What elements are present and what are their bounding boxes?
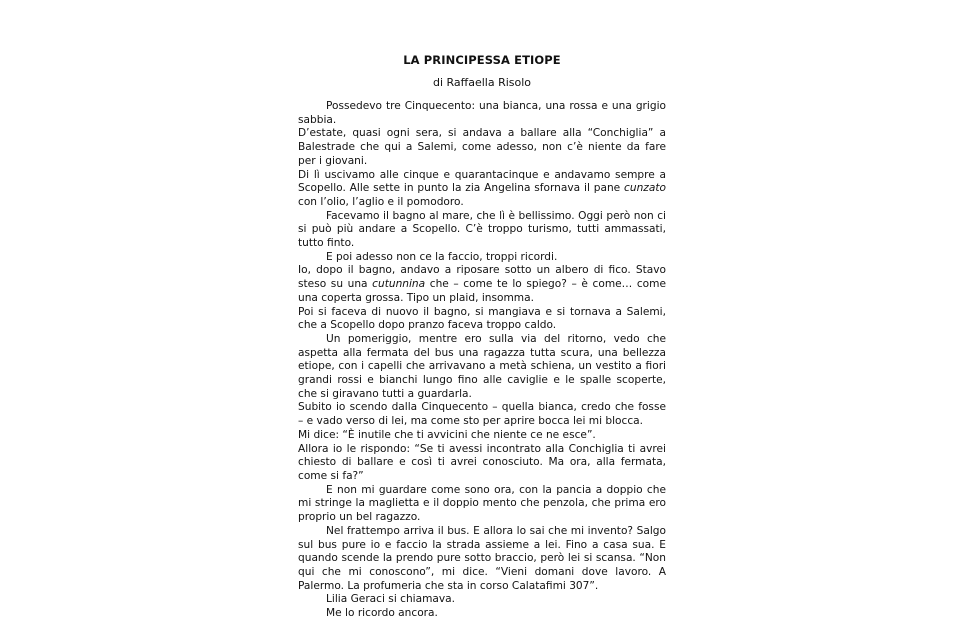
paragraph: E poi adesso non ce la faccio, troppi ricordi. (326, 250, 558, 263)
paragraph-text: che – come te lo spiego? – è come… come una coperta grossa. Tipo un plaid, insomma. (298, 278, 666, 304)
document-author: di Raffaella Risolo (432, 76, 532, 89)
paragraph-text: Di lì uscivamo alle cinque e quarantacinque e andavamo sempre a Scopello. Alle sette in punto la zia Angelina sfornava il pane (298, 168, 666, 195)
paragraph: Subito io scendo dalla Cinquecento – quella bianca, credo che fosse – e vado verso di lei, ma come sto per aprire bocca lei mi blocca. (298, 401, 666, 428)
paragraph: Facevamo il bagno al mare, che lì è bellissimo. Oggi però non ci si può più andare a Scopello. C’è troppo turismo, tutti ammassati, tutto finto. (298, 209, 666, 250)
paragraph (298, 264, 666, 305)
paragraph: Mi dice: “È inutile che ti avvicini che niente ce ne esce”. (298, 428, 596, 441)
paragraph: Possedevo tre Cinquecento: una bianca, una rossa e una grigio sabbia. (298, 100, 666, 126)
paragraph-text: con l’olio, l’aglio e il pomodoro. (298, 195, 464, 208)
paragraph: Allora io le rispondo: “Se ti avessi incontrato alla Conchiglia ti avrei chiesto di ballare e così ti avrei conosciuto. Ma ora, alla fermata, come si fa?” (298, 442, 666, 482)
paragraph: Nel frattempo arriva il bus. E allora lo sai che mi invento? Salgo sul bus pure io e faccio la strada assieme a lei. Fino a casa sua. E quando scende la prendo pure sotto braccio, però lei si scansa. “Non qui che mi conoscono”, mi dice. “Vieni domani dove lavoro. A Palermo. La profumeria che sta in corso Calatafimi 307”. (298, 524, 666, 592)
dialect-term: cunzato (624, 182, 666, 195)
paragraph (298, 169, 666, 210)
document-page (298, 52, 666, 621)
paragraph: D’estate, quasi ogni sera, si andava a ballare alla “Conchiglia” a Balestrade che qui a Salemi, come adesso, non c’è niente da fare per i giovani. (298, 127, 666, 167)
paragraph: E non mi guardare come sono ora, con la pancia a doppio che mi stringe la maglietta e il doppio mento che penzola, che prima ero proprio un bel ragazzo. (298, 483, 666, 524)
story-body (298, 100, 666, 621)
paragraph: Poi si faceva di nuovo il bagno, si mangiava e si tornava a Salemi, che a Scopello dopo pranzo faceva troppo caldo. (298, 305, 666, 332)
paragraph: Me lo ricordo ancora. (326, 607, 438, 620)
paragraph-text: Io, dopo il bagno, andavo a riposare sotto un albero di fico. Stavo steso su una (298, 264, 666, 291)
dialect-term: cutunnina (372, 278, 426, 291)
document-title: LA PRINCIPESSA ETIOPE (403, 53, 561, 67)
paragraph: Un pomeriggio, mentre ero sulla via del ritorno, vedo che aspetta alla fermata del bus una ragazza tutta scura, una bellezza etiope, con i capelli che arrivavano a metà schiena, un vestito a fiori grandi rossi e bianchi lungo fino alle caviglie e le spalle scoperte, che si giravano tutti a guardarla. (298, 332, 666, 400)
paragraph: Lilia Geraci si chiamava. (326, 593, 456, 606)
